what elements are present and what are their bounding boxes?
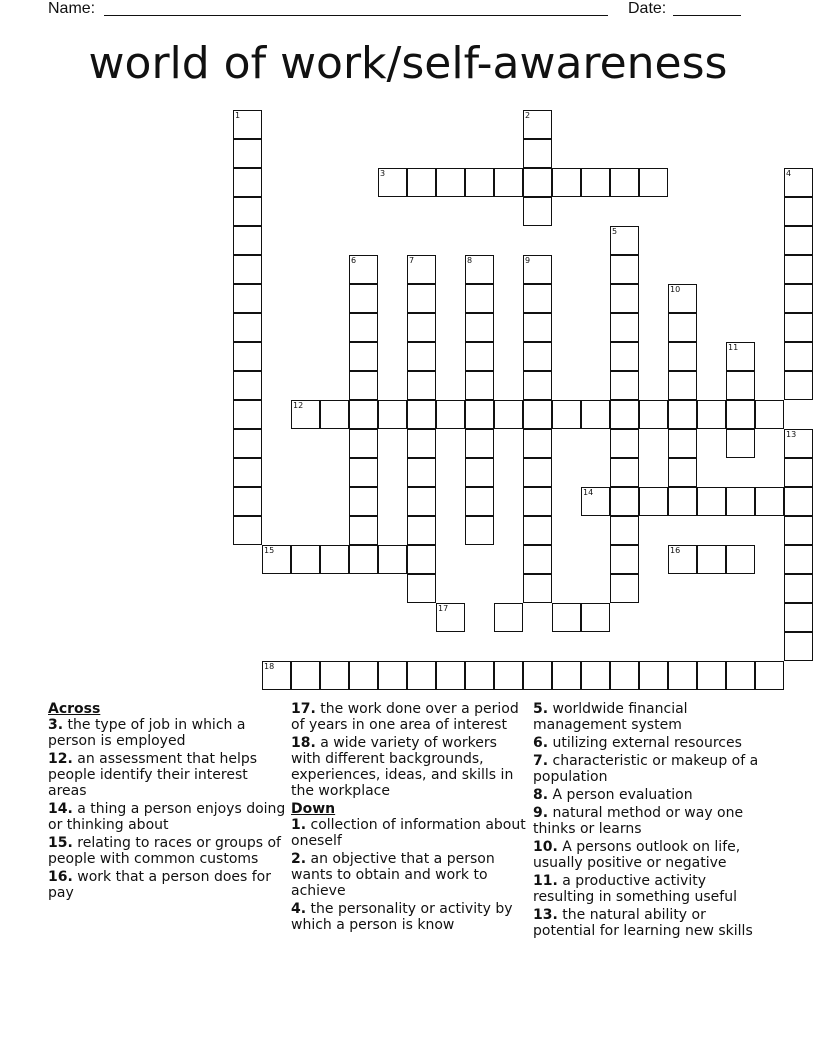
grid-cell[interactable] — [465, 516, 494, 545]
grid-cell[interactable] — [610, 545, 639, 574]
grid-cell[interactable] — [523, 400, 552, 429]
grid-cell[interactable] — [726, 429, 755, 458]
grid-cell[interactable] — [233, 400, 262, 429]
cell-number: 6 — [351, 256, 357, 265]
down-clue — [291, 901, 529, 933]
clue-number: 6. — [533, 735, 549, 751]
clue-text: A persons outlook on life, usually positive or negative — [533, 839, 741, 871]
grid-cell[interactable] — [784, 458, 813, 487]
clue-text: worldwide financial management system — [533, 701, 688, 733]
grid-cell[interactable] — [407, 313, 436, 342]
grid-cell[interactable] — [436, 400, 465, 429]
grid-cell[interactable] — [378, 168, 407, 197]
clue-column-3 — [533, 701, 771, 941]
grid-cell[interactable] — [784, 313, 813, 342]
grid-cell[interactable] — [407, 429, 436, 458]
clue-number: 7. — [533, 753, 549, 769]
grid-cell[interactable] — [784, 371, 813, 400]
clue-number: 18. — [291, 735, 316, 751]
grid-cell[interactable] — [465, 342, 494, 371]
clue-text: characteristic or makeup of a population — [533, 753, 759, 785]
grid-cell[interactable] — [465, 429, 494, 458]
grid-cell[interactable] — [523, 168, 552, 197]
grid-cell[interactable] — [610, 516, 639, 545]
grid-cell[interactable] — [465, 313, 494, 342]
clue-number: 16. — [48, 869, 73, 885]
grid-cell[interactable] — [349, 371, 378, 400]
across-clue — [291, 701, 529, 733]
grid-cell[interactable] — [668, 371, 697, 400]
down-clue — [291, 851, 529, 899]
cell-number: 17 — [438, 604, 449, 613]
clue-text: a thing a person enjoys doing or thinking about — [48, 801, 286, 833]
grid-cell[interactable] — [436, 168, 465, 197]
grid-cell[interactable] — [465, 487, 494, 516]
grid-cell[interactable] — [523, 371, 552, 400]
grid-cell[interactable] — [784, 284, 813, 313]
down-clue — [533, 735, 771, 751]
grid-cell[interactable] — [523, 545, 552, 574]
clue-number: 14. — [48, 801, 73, 817]
grid-cell[interactable] — [755, 400, 784, 429]
grid-cell[interactable] — [668, 545, 697, 574]
clue-number: 15. — [48, 835, 73, 851]
cell-number: 11 — [728, 343, 739, 352]
clue-text: an assessment that helps people identify their interest areas — [48, 751, 258, 799]
grid-cell[interactable] — [668, 284, 697, 313]
cell-number: 1 — [235, 111, 241, 120]
clue-text: the natural ability or potential for learning new skills — [533, 907, 753, 939]
grid-cell[interactable] — [784, 342, 813, 371]
grid-cell[interactable] — [349, 429, 378, 458]
grid-cell[interactable] — [349, 516, 378, 545]
grid-cell[interactable] — [668, 487, 697, 516]
clue-number: 3. — [48, 717, 64, 733]
grid-cell[interactable] — [233, 313, 262, 342]
grid-cell[interactable] — [668, 342, 697, 371]
grid-cell[interactable] — [639, 400, 668, 429]
grid-cell[interactable] — [668, 458, 697, 487]
cell-number: 7 — [409, 256, 415, 265]
grid-cell[interactable] — [784, 487, 813, 516]
clue-text: the type of job in which a person is employed — [48, 717, 246, 749]
clue-text: a productive activity resulting in something useful — [533, 873, 737, 905]
grid-cell[interactable] — [407, 342, 436, 371]
grid-cell[interactable] — [610, 342, 639, 371]
clue-number: 17. — [291, 701, 316, 717]
across-clue — [291, 735, 529, 799]
grid-cell[interactable] — [262, 545, 291, 574]
grid-cell[interactable] — [378, 661, 407, 690]
clue-number: 12. — [48, 751, 73, 767]
grid-cell[interactable] — [349, 255, 378, 284]
grid-cell[interactable] — [233, 139, 262, 168]
cell-number: 13 — [786, 430, 797, 439]
down-clue — [291, 817, 529, 849]
clue-text: natural method or way one thinks or learns — [533, 805, 744, 837]
grid-cell[interactable] — [668, 429, 697, 458]
across-clue — [48, 717, 286, 749]
grid-cell[interactable] — [581, 400, 610, 429]
grid-cell[interactable] — [784, 516, 813, 545]
grid-cell[interactable] — [784, 197, 813, 226]
grid-cell[interactable] — [668, 661, 697, 690]
grid-cell[interactable] — [407, 661, 436, 690]
grid-cell[interactable] — [784, 255, 813, 284]
grid-cell[interactable] — [552, 168, 581, 197]
grid-cell[interactable] — [726, 371, 755, 400]
across-clue — [48, 835, 286, 867]
clue-number: 8. — [533, 787, 549, 803]
grid-cell[interactable] — [523, 110, 552, 139]
grid-cell[interactable] — [349, 342, 378, 371]
clue-number: 9. — [533, 805, 549, 821]
clue-number: 5. — [533, 701, 549, 717]
grid-cell[interactable] — [233, 371, 262, 400]
grid-cell[interactable] — [233, 487, 262, 516]
clue-column-1 — [48, 701, 286, 903]
grid-cell[interactable] — [523, 516, 552, 545]
grid-cell[interactable] — [552, 603, 581, 632]
grid-cell[interactable] — [436, 603, 465, 632]
cell-number: 16 — [670, 546, 681, 555]
grid-cell[interactable] — [784, 632, 813, 661]
grid-cell[interactable] — [697, 545, 726, 574]
down-clue — [533, 787, 771, 803]
cell-number: 9 — [525, 256, 531, 265]
grid-cell[interactable] — [233, 197, 262, 226]
grid-cell[interactable] — [523, 197, 552, 226]
clue-number: 11. — [533, 873, 558, 889]
grid-cell[interactable] — [523, 342, 552, 371]
grid-cell[interactable] — [320, 661, 349, 690]
clue-number: 2. — [291, 851, 307, 867]
grid-cell[interactable] — [784, 226, 813, 255]
grid-cell[interactable] — [639, 487, 668, 516]
grid-cell[interactable] — [407, 284, 436, 313]
grid-cell[interactable] — [349, 458, 378, 487]
grid-cell[interactable] — [262, 661, 291, 690]
grid-cell[interactable] — [349, 545, 378, 574]
grid-cell[interactable] — [465, 168, 494, 197]
cell-number: 2 — [525, 111, 531, 120]
grid-cell[interactable] — [494, 661, 523, 690]
clue-text: utilizing external resources — [548, 735, 742, 751]
grid-cell[interactable] — [349, 400, 378, 429]
grid-cell[interactable] — [581, 168, 610, 197]
down-clue — [533, 873, 771, 905]
grid-cell[interactable] — [378, 400, 407, 429]
grid-cell[interactable] — [407, 516, 436, 545]
grid-cell[interactable] — [755, 487, 784, 516]
grid-cell[interactable] — [581, 603, 610, 632]
grid-cell[interactable] — [610, 226, 639, 255]
grid-cell[interactable] — [465, 458, 494, 487]
clue-number: 4. — [291, 901, 307, 917]
clue-text: relating to races or groups of people with common customs — [48, 835, 281, 867]
clue-text: collection of information about oneself — [291, 817, 526, 849]
name-label: Name: — [48, 0, 96, 17]
grid-cell[interactable] — [697, 400, 726, 429]
clue-number: 1. — [291, 817, 307, 833]
grid-cell[interactable] — [291, 661, 320, 690]
grid-cell[interactable] — [784, 429, 813, 458]
down-clue — [533, 701, 771, 733]
grid-cell[interactable] — [726, 342, 755, 371]
grid-cell[interactable] — [581, 487, 610, 516]
grid-cell[interactable] — [494, 400, 523, 429]
down-clue — [533, 907, 771, 939]
grid-cell[interactable] — [233, 516, 262, 545]
grid-cell[interactable] — [523, 313, 552, 342]
clue-text: work that a person does for pay — [48, 869, 271, 901]
grid-cell[interactable] — [552, 661, 581, 690]
down-heading: Down — [291, 801, 336, 817]
grid-cell[interactable] — [668, 400, 697, 429]
grid-cell[interactable] — [494, 603, 523, 632]
cell-number: 5 — [612, 227, 618, 236]
grid-cell[interactable] — [726, 661, 755, 690]
across-clue — [48, 751, 286, 799]
grid-cell[interactable] — [320, 545, 349, 574]
grid-cell[interactable] — [523, 487, 552, 516]
grid-cell[interactable] — [291, 400, 320, 429]
clue-text: the work done over a period of years in one area of interest — [291, 701, 519, 733]
cell-number: 18 — [264, 662, 275, 671]
cell-number: 3 — [380, 169, 386, 178]
grid-cell[interactable] — [755, 661, 784, 690]
grid-cell[interactable] — [610, 487, 639, 516]
grid-cell[interactable] — [610, 255, 639, 284]
grid-cell[interactable] — [407, 458, 436, 487]
grid-cell[interactable] — [523, 574, 552, 603]
cell-number: 14 — [583, 488, 594, 497]
grid-cell[interactable] — [407, 487, 436, 516]
down-clue — [533, 753, 771, 785]
grid-cell[interactable] — [465, 255, 494, 284]
grid-cell[interactable] — [407, 545, 436, 574]
grid-cell[interactable] — [407, 168, 436, 197]
grid-cell[interactable] — [349, 487, 378, 516]
grid-cell[interactable] — [639, 168, 668, 197]
grid-cell[interactable] — [233, 429, 262, 458]
grid-cell[interactable] — [784, 603, 813, 632]
grid-cell[interactable] — [233, 342, 262, 371]
cell-number: 4 — [786, 169, 792, 178]
clue-column-2 — [291, 701, 529, 935]
across-clue — [48, 801, 286, 833]
grid-cell[interactable] — [291, 545, 320, 574]
grid-cell[interactable] — [668, 313, 697, 342]
date-label: Date: — [628, 0, 667, 17]
grid-cell[interactable] — [465, 284, 494, 313]
grid-cell[interactable] — [233, 458, 262, 487]
cell-number: 15 — [264, 546, 275, 555]
grid-cell[interactable] — [233, 110, 262, 139]
grid-cell[interactable] — [465, 371, 494, 400]
grid-cell[interactable] — [610, 168, 639, 197]
cell-number: 12 — [293, 401, 304, 410]
grid-cell[interactable] — [610, 284, 639, 313]
grid-cell[interactable] — [610, 371, 639, 400]
grid-cell[interactable] — [697, 661, 726, 690]
grid-cell[interactable] — [523, 139, 552, 168]
cell-number: 8 — [467, 256, 473, 265]
grid-cell[interactable] — [523, 255, 552, 284]
grid-cell[interactable] — [784, 545, 813, 574]
grid-cell[interactable] — [494, 168, 523, 197]
grid-cell[interactable] — [784, 574, 813, 603]
grid-cell[interactable] — [726, 545, 755, 574]
grid-cell[interactable] — [523, 429, 552, 458]
grid-cell[interactable] — [233, 168, 262, 197]
grid-cell[interactable] — [320, 400, 349, 429]
grid-cell[interactable] — [697, 487, 726, 516]
grid-cell[interactable] — [581, 661, 610, 690]
grid-cell[interactable] — [726, 487, 755, 516]
grid-cell[interactable] — [639, 661, 668, 690]
grid-cell[interactable] — [407, 400, 436, 429]
grid-cell[interactable] — [610, 313, 639, 342]
grid-cell[interactable] — [784, 168, 813, 197]
grid-cell[interactable] — [465, 400, 494, 429]
grid-cell[interactable] — [610, 400, 639, 429]
cell-number: 10 — [670, 285, 681, 294]
across-clue — [48, 869, 286, 901]
down-clue — [533, 839, 771, 871]
grid-cell[interactable] — [233, 255, 262, 284]
grid-cell[interactable] — [233, 226, 262, 255]
grid-cell[interactable] — [610, 429, 639, 458]
grid-cell[interactable] — [465, 661, 494, 690]
grid-cell[interactable] — [407, 371, 436, 400]
puzzle-title: world of work/self-awareness — [88, 38, 728, 89]
grid-cell[interactable] — [233, 284, 262, 313]
clue-text: an objective that a person wants to obtain and work to achieve — [291, 851, 495, 899]
clue-number: 10. — [533, 839, 558, 855]
grid-cell[interactable] — [349, 661, 378, 690]
grid-cell[interactable] — [407, 574, 436, 603]
grid-cell[interactable] — [436, 661, 465, 690]
clue-text: A person evaluation — [548, 787, 693, 803]
down-clue — [533, 805, 771, 837]
grid-cell[interactable] — [610, 661, 639, 690]
grid-cell[interactable] — [523, 661, 552, 690]
grid-cell[interactable] — [523, 284, 552, 313]
grid-cell[interactable] — [610, 574, 639, 603]
across-heading: Across — [48, 701, 101, 717]
grid-cell[interactable] — [407, 255, 436, 284]
clue-text: the personality or activity by which a person is know — [291, 901, 513, 933]
grid-cell[interactable] — [523, 458, 552, 487]
grid-cell[interactable] — [610, 458, 639, 487]
grid-cell[interactable] — [552, 400, 581, 429]
grid-cell[interactable] — [349, 313, 378, 342]
grid-cell[interactable] — [378, 545, 407, 574]
clue-text: a wide variety of workers with different backgrounds, experiences, ideas, and skills in the workplace — [291, 735, 514, 799]
clue-number: 13. — [533, 907, 558, 923]
grid-cell[interactable] — [726, 400, 755, 429]
grid-cell[interactable] — [349, 284, 378, 313]
